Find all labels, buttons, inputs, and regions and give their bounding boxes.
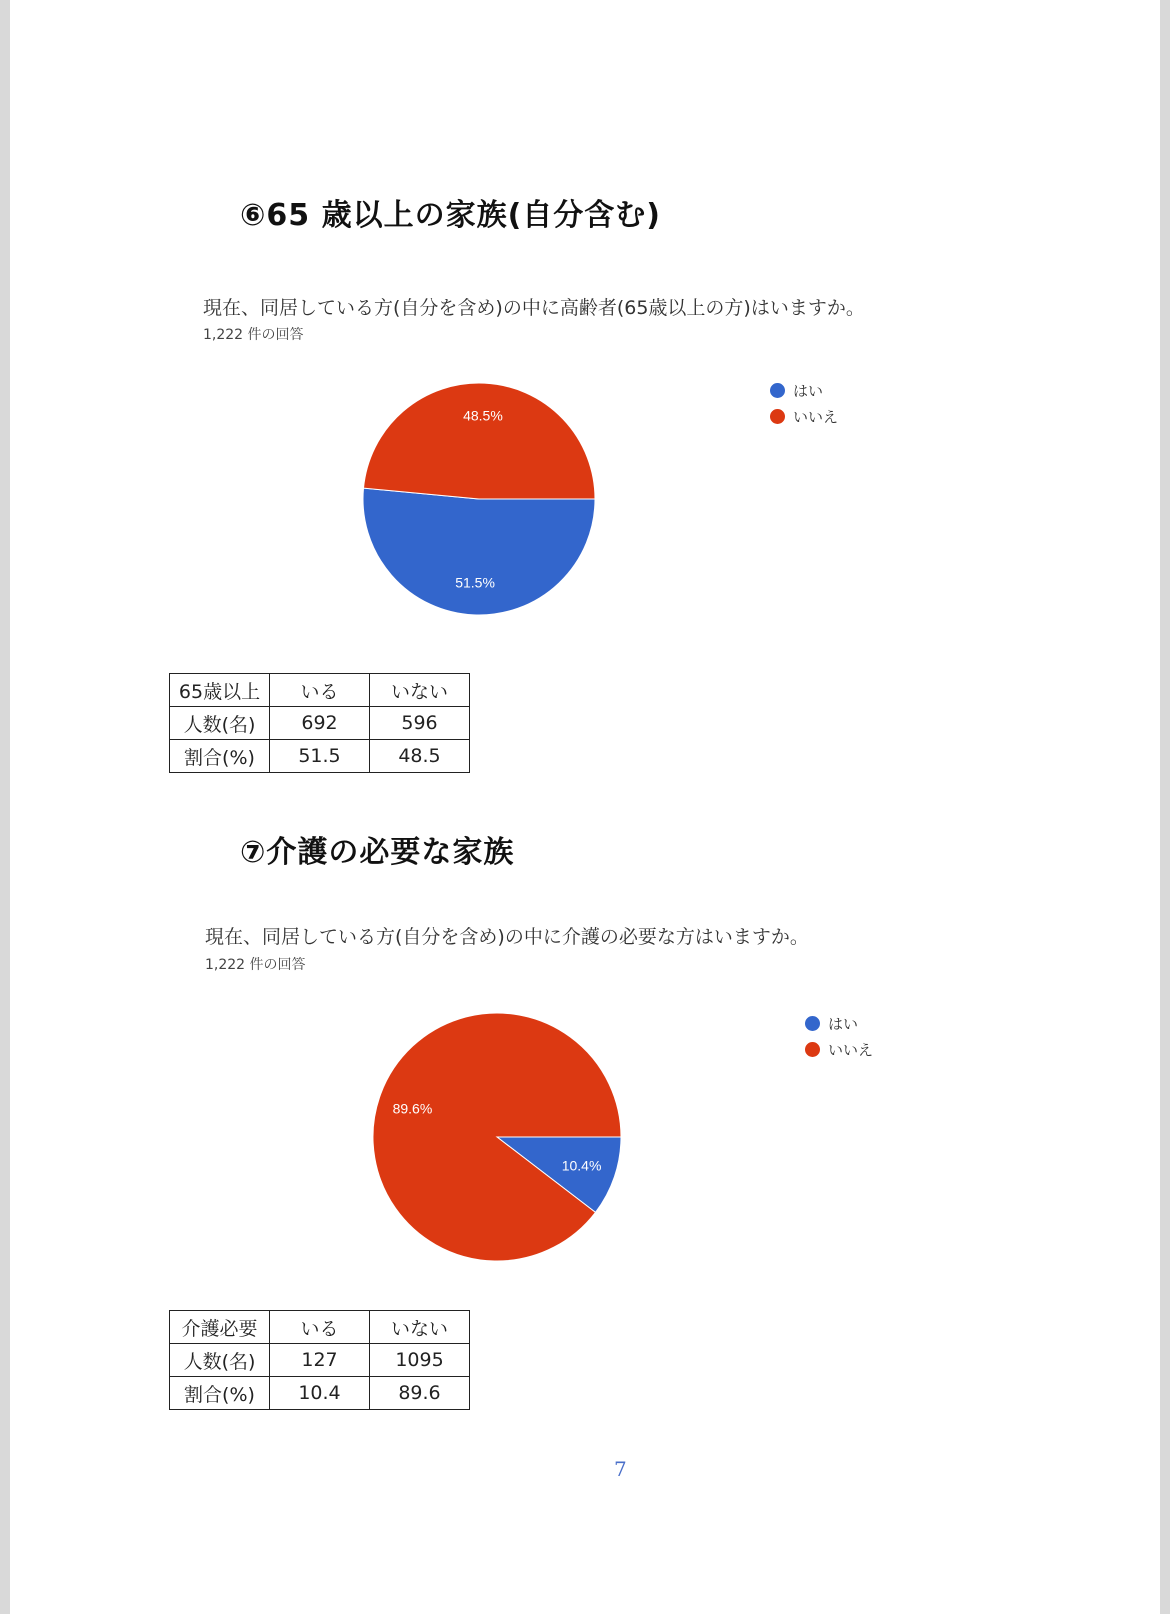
table-row — [170, 740, 470, 773]
legend-label: はい — [793, 381, 824, 400]
document-page — [10, 0, 1160, 1614]
legend-label: いいえ — [793, 407, 839, 426]
table-row — [170, 1344, 470, 1377]
table-header-row — [170, 1311, 470, 1344]
table-cell: 65歳以上 — [170, 674, 270, 707]
table-cell: 割合(%) — [170, 740, 270, 773]
table-cell: 人数(名) — [170, 707, 270, 740]
section-title: ⑥65 歳以上の家族(自分含む) — [240, 198, 662, 233]
legend-label: いいえ — [828, 1040, 874, 1059]
pie-chart — [359, 379, 599, 619]
table-row — [170, 707, 470, 740]
table-cell: 人数(名) — [170, 1344, 270, 1377]
table-cell: 10.4 — [270, 1377, 370, 1410]
response-count: 1,222 件の回答 — [205, 957, 306, 973]
table-cell: いる — [270, 674, 370, 707]
legend-dot-icon — [770, 383, 785, 398]
table-cell: 介護必要 — [170, 1311, 270, 1344]
table-cell: 48.5 — [370, 740, 470, 773]
pie-slice — [363, 488, 595, 615]
chart-legend — [805, 1010, 873, 1062]
data-table — [169, 1310, 470, 1410]
pie-slice — [373, 1013, 621, 1261]
table-cell: 割合(%) — [170, 1377, 270, 1410]
data-table — [169, 673, 470, 773]
legend-item-yes — [770, 377, 838, 403]
table-row — [170, 1377, 470, 1410]
legend-label: はい — [828, 1014, 859, 1033]
table-cell: 89.6 — [370, 1377, 470, 1410]
section-title: ⑦介護の必要な家族 — [240, 835, 515, 870]
table-header-row — [170, 674, 470, 707]
page-number: 7 — [614, 1457, 627, 1481]
table-cell: 127 — [270, 1344, 370, 1377]
pie-slice-label: 51.5% — [455, 574, 495, 591]
pie-chart — [369, 1009, 625, 1265]
legend-dot-icon — [805, 1016, 820, 1031]
table-cell: 692 — [270, 707, 370, 740]
legend-item-no — [805, 1036, 873, 1062]
table-cell: いる — [270, 1311, 370, 1344]
question-text: 現在、同居している方(自分を含め)の中に介護の必要な方はいますか。 — [205, 926, 809, 948]
legend-item-yes — [805, 1010, 873, 1036]
pie-slice-label: 89.6% — [392, 1100, 433, 1117]
table-cell: 51.5 — [270, 740, 370, 773]
chart-legend — [770, 377, 838, 429]
pie-slice — [364, 383, 595, 499]
response-count: 1,222 件の回答 — [203, 327, 304, 343]
legend-dot-icon — [805, 1042, 820, 1057]
table-cell: いない — [370, 674, 470, 707]
legend-dot-icon — [770, 409, 785, 424]
legend-item-no — [770, 403, 838, 429]
pie-slice-label: 10.4% — [561, 1157, 602, 1174]
table-cell: 596 — [370, 707, 470, 740]
pie-slice-label: 48.5% — [463, 407, 503, 424]
question-text: 現在、同居している方(自分を含め)の中に高齢者(65歳以上の方)はいますか。 — [203, 297, 865, 319]
table-cell: 1095 — [370, 1344, 470, 1377]
table-cell: いない — [370, 1311, 470, 1344]
